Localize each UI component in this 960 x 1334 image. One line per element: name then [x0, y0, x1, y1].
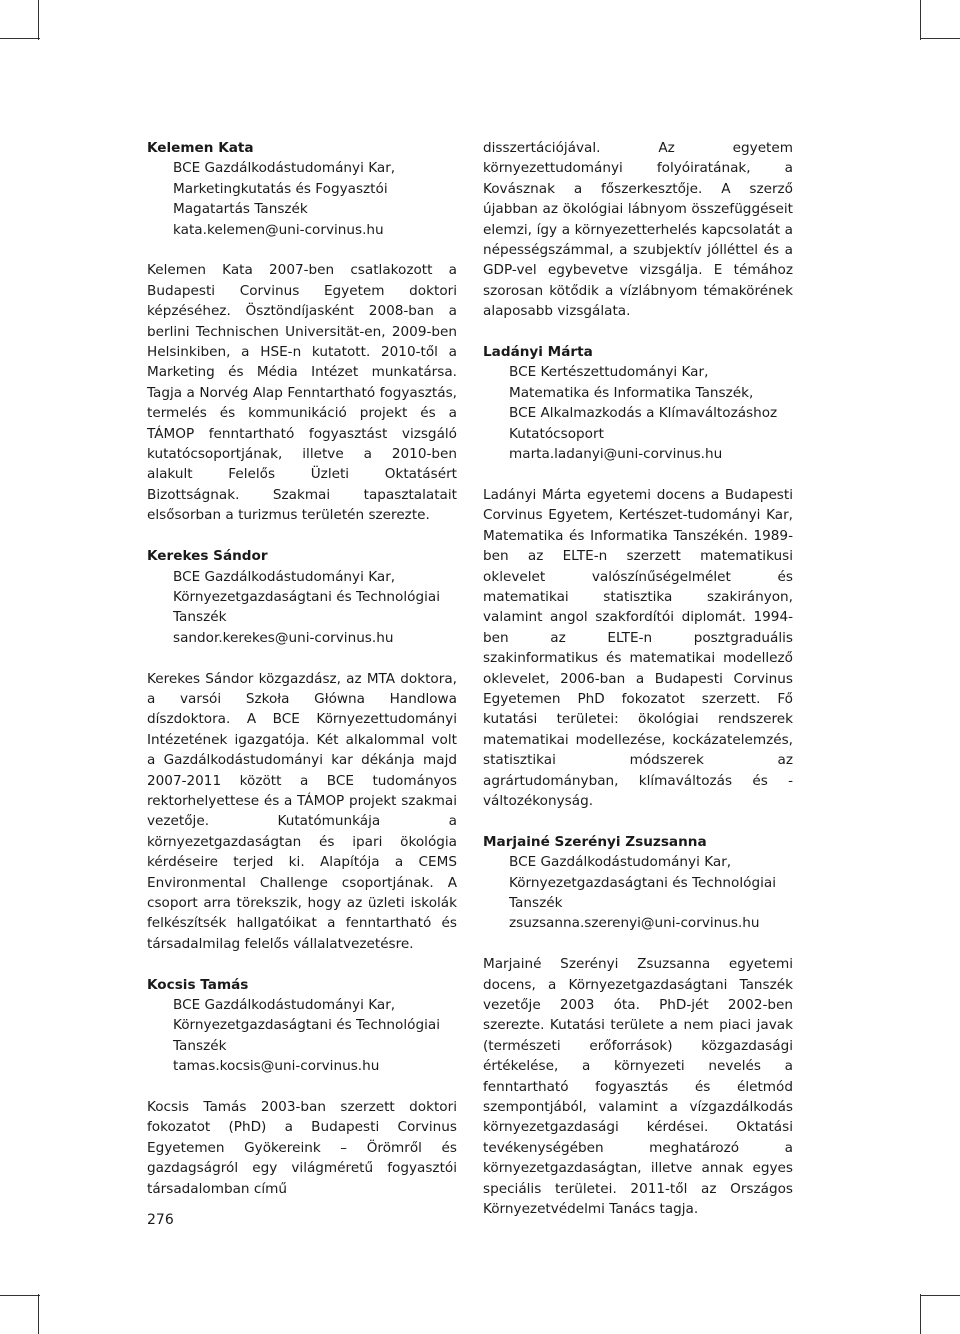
author-affiliation [147, 995, 457, 1077]
crop-mark [920, 1294, 921, 1334]
affiliation-line: BCE Gazdálkodástudományi Kar, [509, 854, 732, 871]
page-number: 276 [147, 1212, 174, 1228]
affiliation-line: BCE Alkalmazkodás a Klímaváltozáshoz [509, 405, 778, 422]
affiliation-line: Tanszék [173, 609, 227, 626]
affiliation-line: BCE Gazdálkodástudományi Kar, [173, 568, 396, 585]
author-name: Kelemen Kata [147, 140, 254, 156]
affiliation-line: Környezetgazdaságtani és Technológiai [509, 874, 776, 891]
author-name: Ladányi Márta [483, 344, 593, 361]
author-email: zsuzsanna.szerenyi@uni-corvinus.hu [509, 915, 760, 932]
author-entry-kerekes [147, 546, 457, 954]
affiliation-line: Marketingkutatás és Fogyasztói [173, 180, 388, 197]
affiliation-line: BCE Gazdálkodástudományi Kar, [173, 160, 396, 177]
left-column [147, 138, 457, 1199]
affiliation-line: Matematika és Informatika Tanszék, [509, 384, 754, 401]
affiliation-line: Kutatócsoport [509, 425, 604, 442]
crop-mark [38, 0, 39, 40]
author-entry-kocsis [147, 975, 457, 1199]
author-name: Kocsis Tamás [147, 976, 249, 993]
crop-mark [38, 1294, 39, 1334]
crop-mark [0, 1295, 40, 1296]
author-affiliation [483, 852, 793, 934]
author-bio: Kelemen Kata 2007-ben csatlakozott a Budapesti Corvinus Egyetem doktori képzéséhez. Ösztöndíjasként 2008-ban a berlini Technischen Universität-en, 2009-ben Helsinkiben, a HSE-n kutatott. 2010-től a Marketing és Média Intézet munkatársa. Tagja a Norvég Alap Fenntartható fogyasztás, termelés és kommunikáció projekt és a TÁMOP fenntartható fogyasztást vizsgáló kutatócsoportjának, illetve a 2010-ben alakult Felelős Üzleti Oktatásért Bizottságnak. Szakmai tapasztalatait elsősorban a turizmus területén szerezte. [147, 262, 457, 524]
right-column [483, 138, 793, 1219]
affiliation-line: BCE Gazdálkodástudományi Kar, [173, 997, 396, 1013]
affiliation-line: BCE Kertészettudományi Kar, [509, 364, 709, 381]
author-affiliation [147, 158, 457, 240]
author-entry-szerenyi [483, 832, 793, 1220]
affiliation-line: Tanszék [173, 1037, 227, 1054]
crop-mark [920, 0, 921, 40]
author-bio: Marjainé Szerényi Zsuzsanna egyetemi docens, a Környezetgazdaságtani Tanszék vezetője 2003 óta. PhD-jét 2002-ben szerezte. Kutatási területe a nem piaci javak (természeti erőforrások) közgazdasági értékelése, a környezeti nevelés a fenntartható fogyasztás és életmód szempontjából, valamint a vízgazdálkodás környezetgazdasági kérdései. Oktatási tevékenységében meghatározó a környezetgazdaságtan, illetve annak egyes speciális területei. 2011-től az Országos Környezetvédelmi Tanács tagja. [483, 956, 793, 1218]
affiliation-line: Tanszék [509, 894, 563, 911]
affiliation-line: Környezetgazdaságtani és Technológiai [173, 1017, 440, 1034]
author-entry-kelemen [147, 138, 457, 526]
author-email: kata.kelemen@uni-corvinus.hu [173, 221, 384, 238]
author-bio: Kerekes Sándor közgazdász, az MTA doktora, a varsói Szkoła Główna Handlowa díszdoktora. A BCE Környezettudományi Intézetének igazgatója. Két alkalommal volt a Gazdálkodástudományi kar dékánja majd 2007-2011 között a BCE tudományos rektorhelyettese és a TÁMOP projekt szakmai vezetője. Kutatómunkája a környezetgazdaságtan és ipari ökológia kérdéseire terjed ki. Alapítója a CEMS Environmental Challenge csoportjának. A csoport arra törekszik, hogy az üzleti iskolák felkészítsék hallgatóikat a fenntartható és társadalmilag felelős vállalatvezetésre. [147, 670, 457, 952]
author-name: Kerekes Sándor [147, 548, 268, 565]
author-bio: Kocsis Tamás 2003-ban szerzett doktori fokozatot (PhD) a Budapesti Corvinus Egyetemen Gyökereink – Örömről és gazdagságról egy világméretű fogyasztói társadalomban című [147, 1099, 457, 1197]
author-email: tamas.kocsis@uni-corvinus.hu [173, 1058, 380, 1075]
crop-mark [920, 38, 960, 39]
author-entry-ladanyi [483, 342, 793, 811]
author-affiliation [147, 567, 457, 649]
author-bio-continuation: disszertációjával. Az egyetem környezettudományi folyóiratának, a Kovásznak a főszerkesztője. A szerző újabban az ökológiai lábnyom összefüggéseit elemzi, így a környezetterhelés kapcsolatát a népességszámmal, a szubjektív jólléttel és a GDP-vel egybevetve vizsgálja. E témához szorosan kötődik a vízlábnyom témakörének alaposabb vizsgálata. [483, 140, 793, 320]
author-email: marta.ladanyi@uni-corvinus.hu [509, 446, 723, 463]
author-bio: Ladányi Márta egyetemi docens a Budapesti Corvinus Egyetem, Kertészet-tudományi Kar, Matematika és Informatika Tanszékén. 1989-ben az ELTE-n szerzett matematikusi oklevelet valószínűségelmélet és matematikai statisztika szakirányon, valamint angol szakfordítói diplomát. 1994-ben az ELTE-n posztgraduális szakinformatikus és matematikai modellező oklevelet, 2006-ban a Budapesti Corvinus Egyetemen PhD fokozatot szerzett. Fő kutatási területei: ökológiai rendszerek matematikai modellezése, kockázatelemzés, statisztikai módszerek az agrártudományban, klímaváltozás és -változékonyság. [483, 486, 793, 809]
crop-mark [920, 1295, 960, 1296]
author-email: sandor.kerekes@uni-corvinus.hu [173, 629, 394, 646]
affiliation-line: Környezetgazdaságtani és Technológiai [173, 588, 440, 605]
author-name: Marjainé Szerényi Zsuzsanna [483, 833, 707, 850]
affiliation-line: Magatartás Tanszék [173, 201, 308, 218]
crop-mark [0, 38, 40, 39]
author-affiliation [483, 362, 793, 464]
